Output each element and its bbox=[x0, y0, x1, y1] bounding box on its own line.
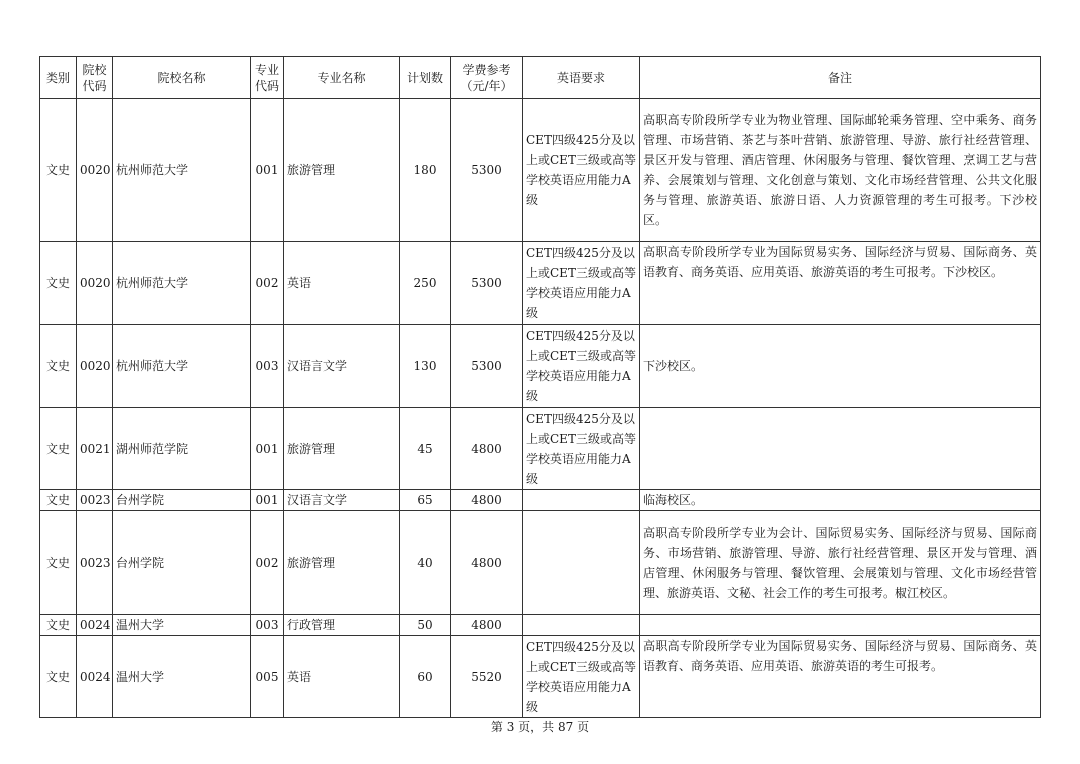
header-school-name: 院校名称 bbox=[113, 57, 251, 99]
cell-school-code: 0021 bbox=[77, 408, 113, 490]
cell-note: 高职高专阶段所学专业为会计、国际贸易实务、国际经济与贸易、国际商务、市场营销、旅游管理、导游、旅行社经营管理、景区开发与管理、酒店管理、休闲服务与管理、餐饮管理、会展策划与管理、文化市场经营管理、旅游英语、文秘、社会工作的考生可报考。椒江校区。 bbox=[640, 511, 1041, 615]
cell-plan: 65 bbox=[400, 490, 451, 511]
table-row bbox=[40, 490, 1041, 511]
cell-english: CET四级425分及以上或CET三级或高等学校英语应用能力A级 bbox=[523, 325, 640, 408]
cell-english: CET四级425分及以上或CET三级或高等学校英语应用能力A级 bbox=[523, 99, 640, 242]
cell-major-code: 003 bbox=[251, 325, 284, 408]
header-tuition: 学费参考 （元/年） bbox=[451, 57, 523, 99]
cell-major-name: 英语 bbox=[284, 242, 400, 325]
header-note: 备注 bbox=[640, 57, 1041, 99]
cell-category: 文史 bbox=[40, 615, 77, 636]
cell-school-code: 0023 bbox=[77, 511, 113, 615]
cell-tuition: 5300 bbox=[451, 325, 523, 408]
table-row bbox=[40, 615, 1041, 636]
cell-major-code: 001 bbox=[251, 99, 284, 242]
cell-major-code: 002 bbox=[251, 242, 284, 325]
cell-major-code: 001 bbox=[251, 490, 284, 511]
cell-category: 文史 bbox=[40, 511, 77, 615]
cell-school-name: 杭州师范大学 bbox=[113, 99, 251, 242]
cell-major-code: 003 bbox=[251, 615, 284, 636]
cell-school-code: 0024 bbox=[77, 615, 113, 636]
cell-school-name: 湖州师范学院 bbox=[113, 408, 251, 490]
cell-school-code: 0024 bbox=[77, 636, 113, 718]
header-english: 英语要求 bbox=[523, 57, 640, 99]
cell-major-code: 002 bbox=[251, 511, 284, 615]
table-row bbox=[40, 408, 1041, 490]
cell-plan: 130 bbox=[400, 325, 451, 408]
cell-tuition: 5520 bbox=[451, 636, 523, 718]
cell-note: 高职高专阶段所学专业为国际贸易实务、国际经济与贸易、国际商务、英语教育、商务英语、应用英语、旅游英语的考生可报考。下沙校区。 bbox=[640, 242, 1041, 325]
cell-school-name: 温州大学 bbox=[113, 615, 251, 636]
cell-english bbox=[523, 511, 640, 615]
cell-plan: 50 bbox=[400, 615, 451, 636]
cell-tuition: 4800 bbox=[451, 490, 523, 511]
table-row bbox=[40, 636, 1041, 718]
table-row bbox=[40, 511, 1041, 615]
cell-school-name: 杭州师范大学 bbox=[113, 325, 251, 408]
cell-category: 文史 bbox=[40, 99, 77, 242]
cell-major-name: 英语 bbox=[284, 636, 400, 718]
cell-category: 文史 bbox=[40, 242, 77, 325]
cell-category: 文史 bbox=[40, 636, 77, 718]
cell-english bbox=[523, 615, 640, 636]
header-category: 类别 bbox=[40, 57, 77, 99]
cell-note: 高职高专阶段所学专业为物业管理、国际邮轮乘务管理、空中乘务、商务管理、市场营销、茶艺与茶叶营销、旅游管理、导游、旅行社经营管理、景区开发与管理、酒店管理、休闲服务与管理、餐饮管理、烹调工艺与营养、会展策划与管理、文化创意与策划、文化市场经营管理、公共文化服务与管理、旅游英语、旅游日语、人力资源管理的考生可报考。下沙校区。 bbox=[640, 99, 1041, 242]
cell-note: 高职高专阶段所学专业为国际贸易实务、国际经济与贸易、国际商务、英语教育、商务英语、应用英语、旅游英语的考生可报考。 bbox=[640, 636, 1041, 718]
cell-english: CET四级425分及以上或CET三级或高等学校英语应用能力A级 bbox=[523, 636, 640, 718]
cell-category: 文史 bbox=[40, 325, 77, 408]
cell-plan: 250 bbox=[400, 242, 451, 325]
cell-note bbox=[640, 615, 1041, 636]
cell-category: 文史 bbox=[40, 490, 77, 511]
cell-major-name: 行政管理 bbox=[284, 615, 400, 636]
cell-tuition: 4800 bbox=[451, 615, 523, 636]
header-school-code: 院校 代码 bbox=[77, 57, 113, 99]
cell-major-code: 005 bbox=[251, 636, 284, 718]
cell-tuition: 4800 bbox=[451, 408, 523, 490]
cell-note bbox=[640, 408, 1041, 490]
cell-plan: 40 bbox=[400, 511, 451, 615]
admission-table bbox=[39, 56, 1041, 718]
cell-tuition: 5300 bbox=[451, 99, 523, 242]
cell-school-code: 0020 bbox=[77, 99, 113, 242]
cell-school-code: 0023 bbox=[77, 490, 113, 511]
cell-school-code: 0020 bbox=[77, 325, 113, 408]
cell-school-name: 杭州师范大学 bbox=[113, 242, 251, 325]
cell-school-name: 温州大学 bbox=[113, 636, 251, 718]
header-row bbox=[40, 57, 1041, 99]
cell-plan: 60 bbox=[400, 636, 451, 718]
header-major-name: 专业名称 bbox=[284, 57, 400, 99]
cell-english: CET四级425分及以上或CET三级或高等学校英语应用能力A级 bbox=[523, 408, 640, 490]
cell-major-name: 汉语言文学 bbox=[284, 490, 400, 511]
cell-plan: 45 bbox=[400, 408, 451, 490]
cell-tuition: 4800 bbox=[451, 511, 523, 615]
cell-major-code: 001 bbox=[251, 408, 284, 490]
cell-major-name: 旅游管理 bbox=[284, 511, 400, 615]
cell-tuition: 5300 bbox=[451, 242, 523, 325]
cell-note: 临海校区。 bbox=[640, 490, 1041, 511]
page-footer: 第 3 页，共 87 页 bbox=[490, 720, 590, 734]
table-row bbox=[40, 325, 1041, 408]
table-row bbox=[40, 99, 1041, 242]
cell-major-name: 汉语言文学 bbox=[284, 325, 400, 408]
header-major-code: 专业 代码 bbox=[251, 57, 284, 99]
cell-school-name: 台州学院 bbox=[113, 511, 251, 615]
cell-category: 文史 bbox=[40, 408, 77, 490]
cell-major-name: 旅游管理 bbox=[284, 99, 400, 242]
cell-english bbox=[523, 490, 640, 511]
table-row bbox=[40, 242, 1041, 325]
cell-plan: 180 bbox=[400, 99, 451, 242]
cell-school-name: 台州学院 bbox=[113, 490, 251, 511]
cell-major-name: 旅游管理 bbox=[284, 408, 400, 490]
cell-english: CET四级425分及以上或CET三级或高等学校英语应用能力A级 bbox=[523, 242, 640, 325]
header-plan: 计划数 bbox=[400, 57, 451, 99]
cell-school-code: 0020 bbox=[77, 242, 113, 325]
cell-note: 下沙校区。 bbox=[640, 325, 1041, 408]
